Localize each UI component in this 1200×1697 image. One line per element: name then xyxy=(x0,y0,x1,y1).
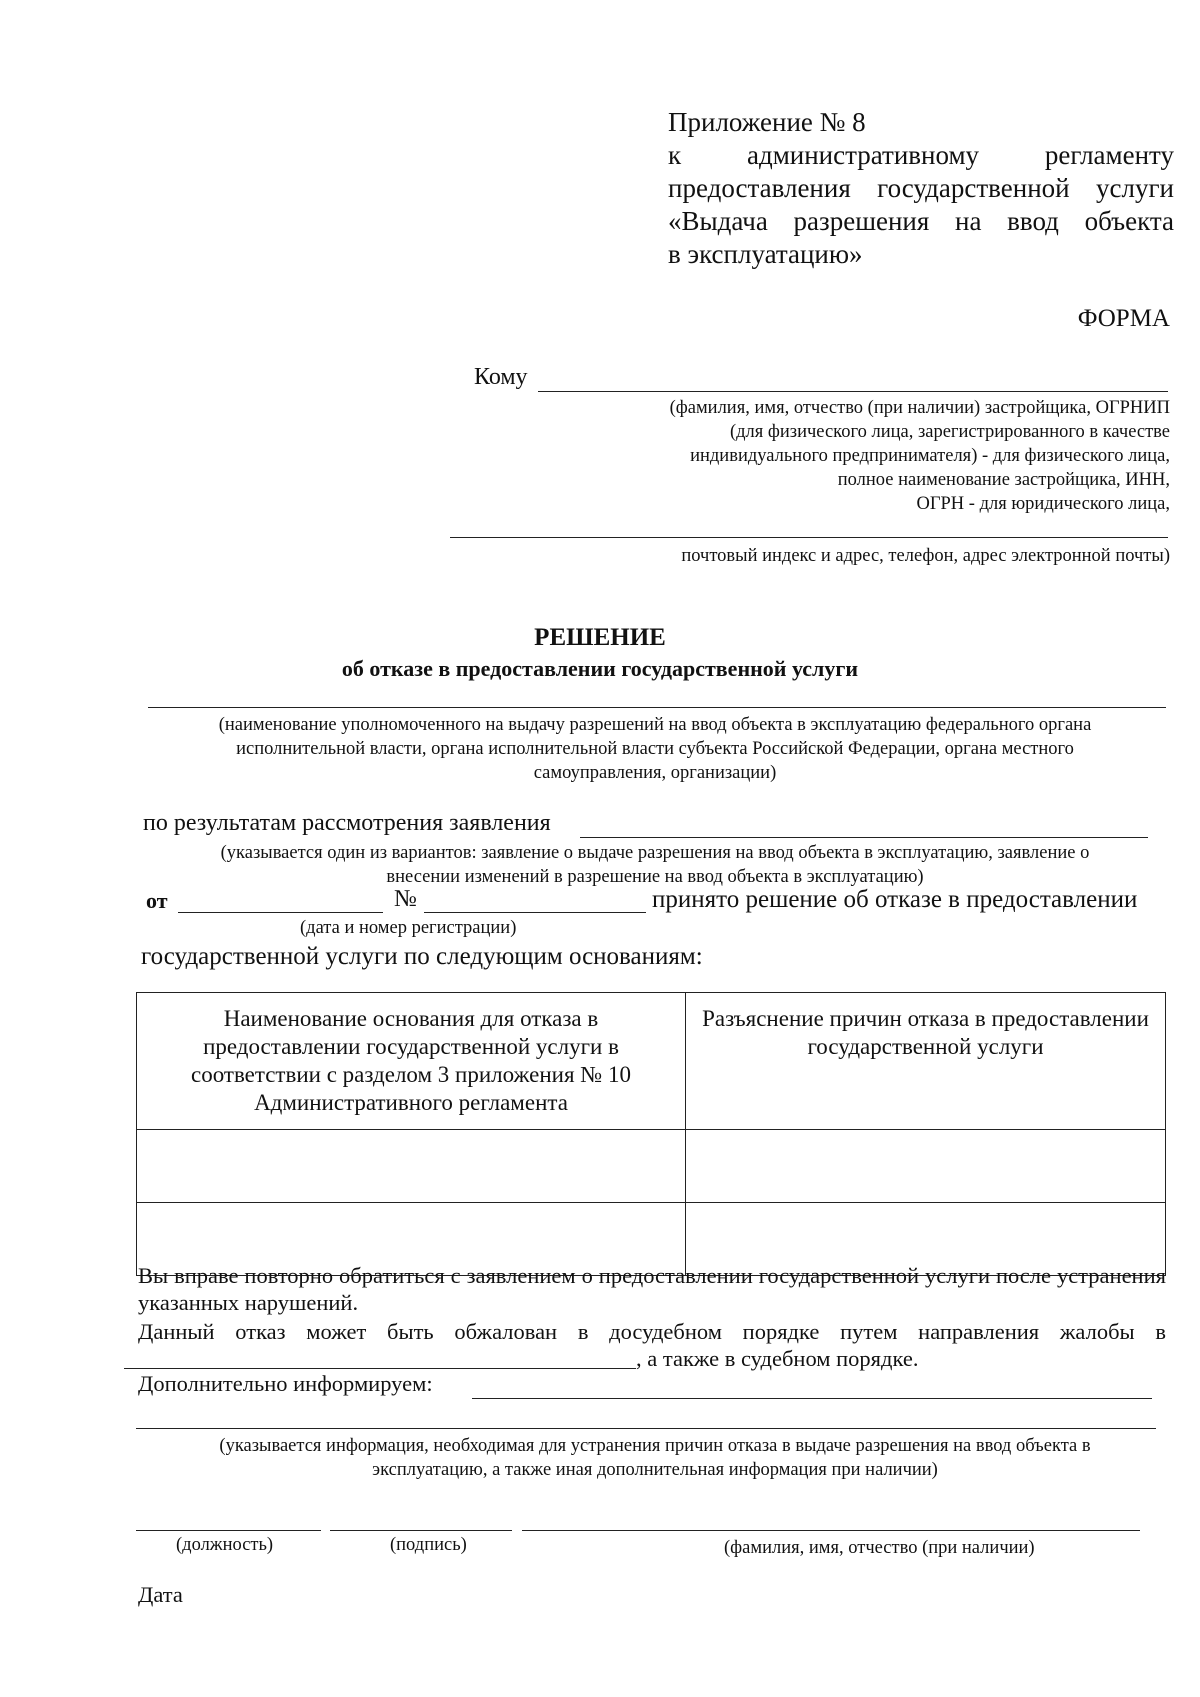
recipient-address-field[interactable] xyxy=(450,537,1168,538)
appeal-authority-field[interactable] xyxy=(124,1368,636,1369)
authority-hint-line: самоуправления, организации) xyxy=(533,763,777,783)
recipient-hint-line: (фамилия, имя, отчество (при наличии) застройщика, ОГРНИП xyxy=(669,398,1170,418)
recipient-address-hint: почтовый индекс и адрес, телефон, адрес электронной почты) xyxy=(681,546,1170,566)
registration-date-field[interactable] xyxy=(178,912,383,913)
additional-hint-line: эксплуатацию, а также иная дополнительная информация при наличии) xyxy=(372,1460,938,1480)
decision-text: принято решение об отказе в предоставлении xyxy=(652,886,1138,913)
additional-info-field[interactable] xyxy=(472,1398,1152,1399)
number-label: № xyxy=(394,886,417,912)
position-field[interactable] xyxy=(136,1530,321,1531)
recipient-hint xyxy=(470,396,1170,516)
decision-subtitle: об отказе в предоставлении государственной услуги xyxy=(341,656,859,681)
recipient-hint-line: индивидуального предпринимателя) - для физического лица, xyxy=(690,446,1170,466)
signature-field[interactable] xyxy=(330,1530,512,1531)
authority-hint-line: (наименование уполномоченного на выдачу разрешений на ввод объекта в эксплуатацию федерального органа xyxy=(218,715,1092,735)
table-cell-grounds[interactable] xyxy=(137,1130,686,1203)
recipient-hint-line: полное наименование застройщика, ИНН, xyxy=(837,470,1170,490)
additional-hint xyxy=(140,1434,1170,1482)
recipient-hint-line: (для физического лица, зарегистрированного в качестве xyxy=(729,422,1170,442)
application-type-hint-line: (указывается один из вариантов: заявление о выдаче разрешения на ввод объекта в эксплуатацию, заявление о xyxy=(220,843,1090,863)
from-label: от xyxy=(146,888,168,913)
additional-hint-line: (указывается информация, необходимая для устранения причин отказа в выдаче разрешения на ввод объекта в xyxy=(219,1436,1091,1456)
appendix-line-regulation: к административному регламенту xyxy=(668,140,1174,170)
appendix-number: Приложение № 8 xyxy=(668,107,866,137)
appendix-line-service: предоставления государственной услуги xyxy=(668,173,1174,203)
fio-label: (фамилия, имя, отчество (при наличии) xyxy=(724,1538,1035,1558)
table-header-explanation: Разъяснение причин отказа в предоставлении государственной услуги xyxy=(686,993,1166,1130)
table-header-row xyxy=(137,993,1166,1130)
table-row xyxy=(137,1130,1166,1203)
appendix-line-name: «Выдача разрешения на ввод объекта xyxy=(668,206,1174,236)
appendix-block xyxy=(668,106,1174,271)
recipient-label: Кому xyxy=(474,364,528,390)
additional-label: Дополнительно информируем: xyxy=(138,1371,433,1396)
application-type-hint-line: внесении изменений в разрешение на ввод объекта в эксплуатацию) xyxy=(386,867,924,887)
table-header-grounds: Наименование основания для отказа в предоставлении государственной услуги в соответствии с разделом 3 приложения № 10 Административного регламента xyxy=(137,993,686,1130)
fio-field[interactable] xyxy=(522,1530,1140,1531)
authority-hint-line: исполнительной власти, органа исполнительной власти субъекта Российской Федерации, органа местного xyxy=(236,739,1074,759)
registration-number-field[interactable] xyxy=(424,912,646,913)
decision-title: РЕШЕНИЕ xyxy=(534,624,666,651)
position-label: (должность) xyxy=(176,1535,274,1555)
authority-hint xyxy=(140,713,1170,785)
authority-name-field[interactable] xyxy=(148,707,1166,708)
date-label: Дата xyxy=(138,1582,183,1607)
results-label: по результатам рассмотрения заявления xyxy=(143,810,551,836)
signature-label: (подпись) xyxy=(390,1535,467,1555)
form-label: ФОРМА xyxy=(1077,305,1170,332)
appeal-text: Данный отказ может быть обжалован в досудебном порядке путем направления жалобы в xyxy=(138,1319,1166,1344)
application-type-field[interactable] xyxy=(580,837,1148,838)
additional-info-field-2[interactable] xyxy=(136,1428,1156,1429)
grounds-text: государственной услуги по следующим основаниям: xyxy=(141,943,703,970)
reapply-text: Вы вправе повторно обратиться с заявлением о предоставлении государственной услуги после устранения указанных нарушений. xyxy=(138,1263,1166,1315)
appeal-text-end: , а также в судебном порядке. xyxy=(636,1346,919,1371)
recipient-hint-line: ОГРН - для юридического лица, xyxy=(916,494,1170,514)
table-cell-explanation[interactable] xyxy=(686,1130,1166,1203)
appendix-line-end: в эксплуатацию» xyxy=(668,239,863,269)
recipient-name-field[interactable] xyxy=(538,391,1168,392)
refusal-reasons-table xyxy=(136,992,1166,1276)
date-hint: (дата и номер регистрации) xyxy=(300,918,517,938)
application-type-hint xyxy=(140,841,1170,889)
